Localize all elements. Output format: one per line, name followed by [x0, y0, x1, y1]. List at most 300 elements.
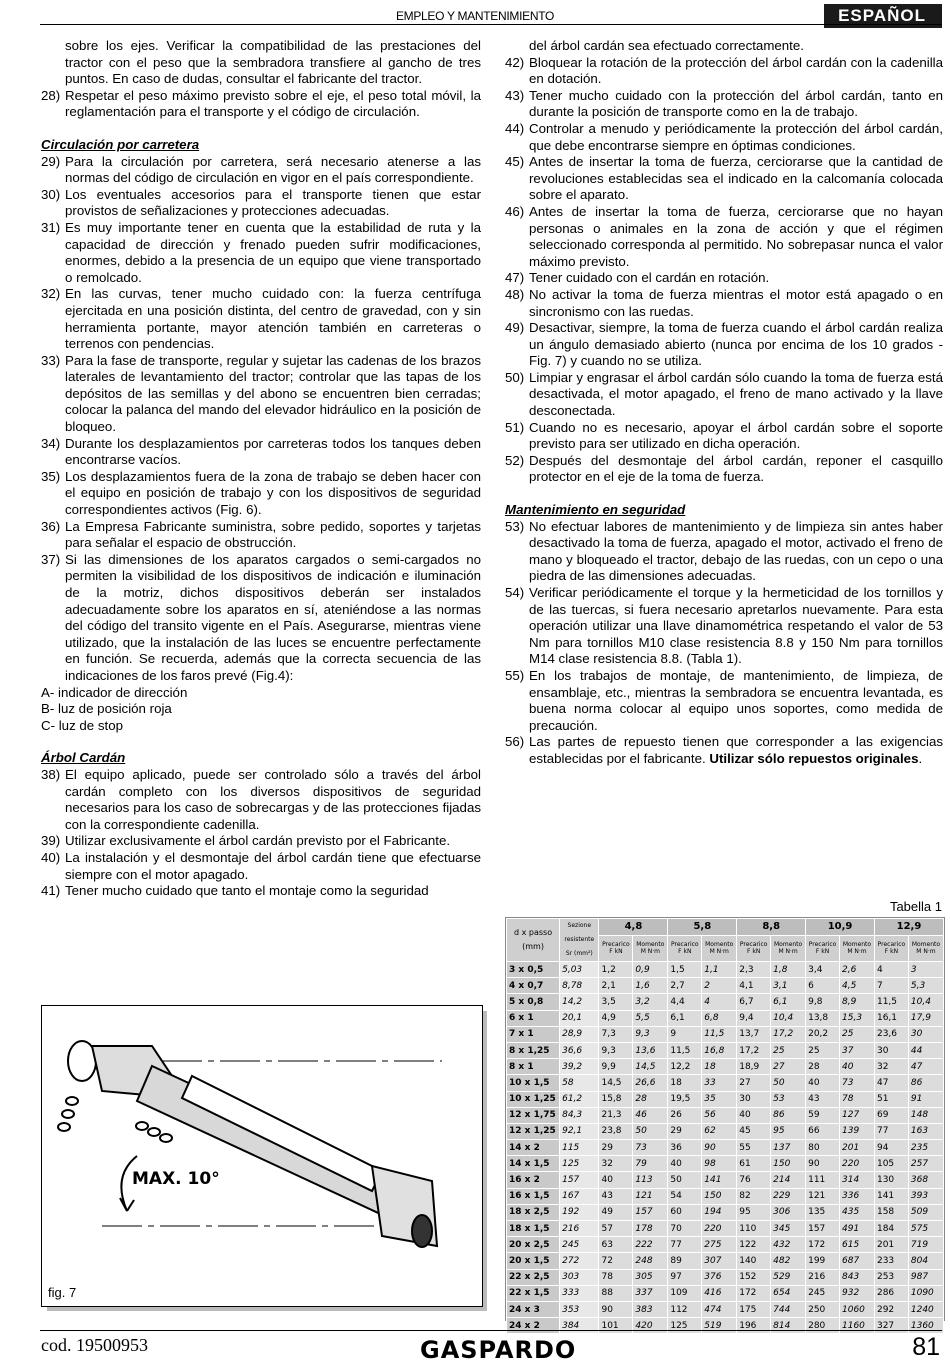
table-cell: 235	[908, 1140, 943, 1156]
item-number: 30)	[41, 186, 61, 202]
item-text: Para la circulación por carretera, será necesario atenerse a las normas del código de circulación en vigor en el país correspondiente.	[65, 153, 481, 186]
class-header: 5,8	[668, 919, 737, 936]
list-item	[41, 436, 481, 469]
table-cell: 51	[874, 1091, 908, 1107]
table-cell: 1,1	[702, 962, 737, 978]
item-number: 31)	[41, 219, 61, 235]
item-number: 41)	[41, 883, 61, 899]
item-number: 45)	[505, 154, 525, 170]
table-cell: 9,3	[599, 1042, 633, 1058]
table-cell: 201	[874, 1237, 908, 1253]
list-item	[41, 552, 481, 685]
table-cell: 20,1	[560, 1010, 599, 1026]
table-cell: 32	[599, 1156, 633, 1172]
item-text: Cuando no es necesario, apoyar el árbol cardán sobre el soporte previsto para ser utilizado en dicha operación.	[529, 419, 943, 452]
table-cell: 110	[737, 1221, 771, 1237]
item-text: Durante los desplazamientos por carreteras todos los tanques deben encontrarse vacíos.	[65, 435, 481, 468]
table-cell: 16,8	[702, 1042, 737, 1058]
table-cell: 86	[908, 1075, 943, 1091]
table-cell: 7	[874, 978, 908, 994]
table-cell: 78	[599, 1269, 633, 1285]
table-cell: 17,2	[771, 1026, 806, 1042]
table-cell: 121	[633, 1188, 668, 1204]
section-heading-arbol: Árbol Cardán	[41, 750, 126, 766]
table-cell: 47	[908, 1059, 943, 1075]
table-cell: 3,1	[771, 978, 806, 994]
table-cell: 98	[702, 1156, 737, 1172]
table-cell: 337	[633, 1285, 668, 1301]
table-cell: 1,2	[599, 962, 633, 978]
class-header: 8,8	[737, 919, 806, 936]
table-cell: 50	[633, 1123, 668, 1139]
table-cell: 368	[908, 1172, 943, 1188]
table-cell: 17,2	[737, 1042, 771, 1058]
gaspardo-logo: GASPARDO	[420, 1336, 577, 1364]
list-item	[41, 353, 481, 436]
table-cell: 27	[737, 1075, 771, 1091]
preload-header: Precarico F kN	[806, 935, 840, 961]
table-cell: 16 x 2	[507, 1172, 560, 1188]
list-item	[505, 370, 943, 420]
table-cell: 7 x 1	[507, 1026, 560, 1042]
table-cell: 216	[560, 1221, 599, 1237]
table-cell: 2,1	[599, 978, 633, 994]
table-cell: 25	[806, 1042, 840, 1058]
table-row	[507, 1221, 944, 1237]
item-text: En las curvas, tener mucho cuidado con: la fuerza centrífuga ejercitada en una posición distinta, del centro de gravedad, con y sin herramienta portante, mayor atención también en carreteras o terrenos con pendencias.	[65, 286, 481, 352]
table-cell: 233	[874, 1253, 908, 1269]
list-item	[41, 154, 481, 187]
table-cell: 18	[668, 1075, 702, 1091]
table-cell: 529	[771, 1269, 806, 1285]
table-cell: 95	[771, 1123, 806, 1139]
table-cell: 9	[668, 1026, 702, 1042]
item-number: 50)	[505, 369, 525, 385]
table-cell: 13,6	[633, 1042, 668, 1058]
list-item	[505, 320, 943, 370]
item-number: 36)	[41, 518, 61, 534]
table-cell: 150	[771, 1156, 806, 1172]
list-item	[505, 154, 943, 204]
column-header-section: Sezione resistente Sr (mm²)	[560, 919, 599, 962]
item-number: 48)	[505, 286, 525, 302]
item-text: Antes de insertar la toma de fuerza, cerciorarse que la cantidad de revoluciones establecidas sea el indicado en la calcomanía colocada sobre el aparato.	[529, 154, 943, 203]
table-cell: 432	[771, 1237, 806, 1253]
table-cell: 26,6	[633, 1075, 668, 1091]
table-cell: 22 x 2,5	[507, 1269, 560, 1285]
table-cell: 29	[599, 1140, 633, 1156]
item-number: 44)	[505, 120, 525, 136]
list-item	[41, 88, 481, 121]
table-cell: 23,8	[599, 1123, 633, 1139]
column-header-thread: d x passo (mm)	[507, 919, 560, 962]
table-row	[507, 1156, 944, 1172]
item-text: Después del desmontaje del árbol cardán, reponer el casquillo protector en el eje de la toma de fuerza.	[529, 452, 943, 485]
table-cell: 141	[874, 1188, 908, 1204]
table-cell: 393	[908, 1188, 943, 1204]
table-cell: 13,7	[737, 1026, 771, 1042]
table-cell: 78	[840, 1091, 875, 1107]
table-cell: 40	[840, 1059, 875, 1075]
table-cell: 10 x 1,5	[507, 1075, 560, 1091]
item-text: Controlar a menudo y periódicamente la protección del árbol cardán, que debe encontrarse siempre en óptimas condiciones.	[529, 120, 943, 153]
table-cell: 519	[702, 1318, 737, 1334]
table-cell: 245	[806, 1285, 840, 1301]
item-number: 42)	[505, 54, 525, 70]
table-cell: 5,5	[633, 1010, 668, 1026]
table-cell: 615	[840, 1237, 875, 1253]
table-cell: 6,1	[668, 1010, 702, 1026]
table-cell: 12,2	[668, 1059, 702, 1075]
item-number: 40)	[41, 849, 61, 865]
table-cell: 22 x 1,5	[507, 1285, 560, 1301]
table-cell: 4 x 0,7	[507, 978, 560, 994]
table-cell: 16 x 1,5	[507, 1188, 560, 1204]
max-angle-label: MAX. 10°	[132, 1169, 220, 1189]
table-cell: 125	[560, 1156, 599, 1172]
table-cell: 14 x 1,5	[507, 1156, 560, 1172]
torque-header: Momento M N·m	[633, 935, 668, 961]
table-cell: 3 x 0,5	[507, 962, 560, 978]
left-items-b	[41, 154, 481, 685]
table-row	[507, 1269, 944, 1285]
item-number: 38)	[41, 766, 61, 782]
left-items-a	[41, 88, 481, 121]
item-text: Antes de insertar la toma de fuerza, cerciorarse que no hayan personas o animales en la zona de acción y que el régimen seleccionado corresponda al permitido. No sobrepasar nunca el valor máximo previsto.	[529, 203, 943, 269]
table-cell: 109	[668, 1285, 702, 1301]
table-cell: 92,1	[560, 1123, 599, 1139]
table-cell: 28	[806, 1059, 840, 1075]
table-cell: 222	[633, 1237, 668, 1253]
list-item	[505, 585, 943, 668]
table-cell: 79	[633, 1156, 668, 1172]
table-cell: 6	[806, 978, 840, 994]
table-cell: 84,3	[560, 1107, 599, 1123]
list-item	[505, 270, 943, 287]
list-item	[41, 850, 481, 883]
table-cell: 72	[599, 1253, 633, 1269]
table-cell: 5 x 0,8	[507, 994, 560, 1010]
table-cell: 14,5	[599, 1075, 633, 1091]
table-cell: 9,9	[599, 1059, 633, 1075]
table-row	[507, 994, 944, 1010]
table-cell: 95	[737, 1204, 771, 1220]
item-number: 52)	[505, 452, 525, 468]
table-cell: 157	[560, 1172, 599, 1188]
table-cell: 2,7	[668, 978, 702, 994]
table-cell: 8,78	[560, 978, 599, 994]
table-cell: 24 x 2	[507, 1318, 560, 1334]
table-row	[507, 1204, 944, 1220]
table-cell: 130	[874, 1172, 908, 1188]
item-number: 47)	[505, 270, 525, 286]
table-cell: 49	[599, 1204, 633, 1220]
table-cell: 148	[908, 1107, 943, 1123]
list-item	[41, 883, 481, 900]
table-cell: 220	[702, 1221, 737, 1237]
item-text: Tener mucho cuidado que tanto el montaje como la seguridad	[65, 883, 429, 899]
list-item	[505, 88, 943, 121]
table-cell: 1,5	[668, 962, 702, 978]
table-cell: 245	[560, 1237, 599, 1253]
table-cell: 336	[840, 1188, 875, 1204]
table-cell: 286	[874, 1285, 908, 1301]
table-cell: 201	[840, 1140, 875, 1156]
list-item	[505, 121, 943, 154]
list-item	[505, 204, 943, 270]
preload-header: Precarico F kN	[737, 935, 771, 961]
table-cell: 4,9	[599, 1010, 633, 1026]
table-header-classes	[507, 919, 944, 936]
table-cell: 8 x 1,25	[507, 1042, 560, 1058]
item-number: 33)	[41, 352, 61, 368]
table-cell: 30	[908, 1026, 943, 1042]
table-row	[507, 1188, 944, 1204]
right-column	[505, 38, 943, 768]
list-item	[41, 286, 481, 352]
list-item	[505, 287, 943, 320]
table-cell: 248	[633, 1253, 668, 1269]
table-cell: 40	[806, 1075, 840, 1091]
footer-rule	[40, 1330, 942, 1331]
table-cell: 199	[806, 1253, 840, 1269]
table-cell: 6,8	[702, 1010, 737, 1026]
class-header: 10,9	[806, 919, 875, 936]
table-cell: 158	[874, 1204, 908, 1220]
figure-label: fig. 7	[48, 1285, 77, 1300]
table-cell: 60	[668, 1204, 702, 1220]
table-cell: 140	[737, 1253, 771, 1269]
table-cell: 28	[633, 1091, 668, 1107]
list-item	[505, 453, 943, 486]
table-cell: 14,5	[633, 1059, 668, 1075]
table-cell: 4	[702, 994, 737, 1010]
table-cell: 105	[874, 1156, 908, 1172]
table-cell: 4,1	[737, 978, 771, 994]
document-code: cod. 19500953	[41, 1335, 148, 1355]
table-cell: 127	[840, 1107, 875, 1123]
table-cell: 307	[702, 1253, 737, 1269]
table-cell: 220	[840, 1156, 875, 1172]
table-cell: 172	[737, 1285, 771, 1301]
table-row	[507, 1172, 944, 1188]
table-cell: 305	[633, 1269, 668, 1285]
table-cell: 1,8	[771, 962, 806, 978]
table-cell: 8,9	[840, 994, 875, 1010]
table-cell: 82	[737, 1188, 771, 1204]
table-cell: 184	[874, 1221, 908, 1237]
table-cell: 10,4	[771, 1010, 806, 1026]
right-continuation: del árbol cardán sea efectuado correctamente.	[529, 38, 804, 53]
table-cell: 3	[908, 962, 943, 978]
table-cell: 5,03	[560, 962, 599, 978]
section-heading-mantenimiento: Mantenimiento en seguridad	[505, 502, 686, 518]
table-cell: 416	[702, 1285, 737, 1301]
table-cell: 24 x 3	[507, 1301, 560, 1317]
table-row	[507, 1123, 944, 1139]
item-number: 34)	[41, 435, 61, 451]
table-cell: 383	[633, 1301, 668, 1317]
table-cell: 157	[633, 1204, 668, 1220]
table-cell: 56	[702, 1107, 737, 1123]
table-cell: 13,8	[806, 1010, 840, 1026]
table-cell: 90	[702, 1140, 737, 1156]
table-cell: 345	[771, 1221, 806, 1237]
table-cell: 44	[908, 1042, 943, 1058]
table-row	[507, 962, 944, 978]
table-row	[507, 1107, 944, 1123]
table-cell: 77	[668, 1237, 702, 1253]
table-row	[507, 1091, 944, 1107]
table-cell: 50	[668, 1172, 702, 1188]
table-cell: 1,6	[633, 978, 668, 994]
table-cell: 20 x 1,5	[507, 1253, 560, 1269]
list-item	[41, 469, 481, 519]
table-cell: 7,3	[599, 1026, 633, 1042]
table-cell: 80	[806, 1140, 840, 1156]
table-cell: 55	[737, 1140, 771, 1156]
table-cell: 214	[771, 1172, 806, 1188]
left-items-c	[41, 767, 481, 900]
table-cell: 12 x 1,75	[507, 1107, 560, 1123]
table-cell: 135	[806, 1204, 840, 1220]
header-title: EMPLEO Y MANTENIMIENTO	[395, 9, 555, 23]
table-row	[507, 1059, 944, 1075]
header-rule	[40, 24, 942, 25]
table-cell: 15,3	[840, 1010, 875, 1026]
table-cell: 14,2	[560, 994, 599, 1010]
table-cell: 43	[599, 1188, 633, 1204]
table-cell: 94	[874, 1140, 908, 1156]
table-cell: 17,9	[908, 1010, 943, 1026]
table-cell: 77	[874, 1123, 908, 1139]
table-cell: 45	[737, 1123, 771, 1139]
table-cell: 353	[560, 1301, 599, 1317]
table-row	[507, 1010, 944, 1026]
table-cell: 8 x 1	[507, 1059, 560, 1075]
table-cell: 5,3	[908, 978, 943, 994]
figure-7	[41, 1005, 483, 1307]
table-cell: 4,5	[840, 978, 875, 994]
table-cell: 59	[806, 1107, 840, 1123]
table-cell: 178	[633, 1221, 668, 1237]
table-row	[507, 1042, 944, 1058]
list-item	[41, 187, 481, 220]
table-cell: 36,6	[560, 1042, 599, 1058]
list-item	[505, 668, 943, 734]
table-cell: 26	[668, 1107, 702, 1123]
table-cell: 194	[702, 1204, 737, 1220]
table-row	[507, 1318, 944, 1334]
table-row	[507, 1285, 944, 1301]
table-cell: 376	[702, 1269, 737, 1285]
torque-header: Momento M N·m	[840, 935, 875, 961]
item-number: 32)	[41, 286, 61, 302]
table-cell: 420	[633, 1318, 668, 1334]
table-caption: Tabella 1	[889, 899, 942, 914]
right-items-a	[505, 55, 943, 486]
table-cell: 2,6	[840, 962, 875, 978]
table-cell: 843	[840, 1269, 875, 1285]
table-cell: 125	[668, 1318, 702, 1334]
table-cell: 30	[874, 1042, 908, 1058]
table-cell: 575	[908, 1221, 943, 1237]
table-cell: 1060	[840, 1301, 875, 1317]
table-cell: 6 x 1	[507, 1010, 560, 1026]
table-cell: 192	[560, 1204, 599, 1220]
item-text: Limpiar y engrasar el árbol cardán sólo cuando la toma de fuerza está desactivada, el motor apagado, el freno de mano activado y la llave desconectada.	[529, 369, 943, 419]
table-cell: 306	[771, 1204, 806, 1220]
table-cell: 0,9	[633, 962, 668, 978]
table-cell: 18 x 2,5	[507, 1204, 560, 1220]
table-cell: 11,5	[702, 1026, 737, 1042]
table-row	[507, 1237, 944, 1253]
table-cell: 86	[771, 1107, 806, 1123]
table-cell: 61,2	[560, 1091, 599, 1107]
item-text: Tener mucho cuidado con la protección del árbol cardán, tanto en durante la posición de transporte como en la de trabajo.	[529, 87, 943, 120]
table-cell: 27	[771, 1059, 806, 1075]
table-cell: 47	[874, 1075, 908, 1091]
table-cell: 33	[702, 1075, 737, 1091]
table-cell: 62	[702, 1123, 737, 1139]
class-header: 12,9	[874, 919, 943, 936]
table-cell: 654	[771, 1285, 806, 1301]
table-cell: 11,5	[874, 994, 908, 1010]
left-intro: sobre los ejes. Verificar la compatibilidad de las prestaciones del tractor con el peso que la sembradora transfiere al gancho de tres puntos. En caso de dudas, consultar el fabricante del tractor.	[65, 38, 481, 87]
language-badge: ESPAÑOL	[824, 4, 942, 28]
item-number: 35)	[41, 468, 61, 484]
table-cell: 10,4	[908, 994, 943, 1010]
list-item: 56) Las partes de repuesto tienen que corresponder a las exigencias establecidas por el fabricante. Utilizar sólo repuestos originales.	[505, 734, 943, 766]
table-cell: 11,5	[668, 1042, 702, 1058]
table-cell: 6,1	[771, 994, 806, 1010]
table-cell: 2,3	[737, 962, 771, 978]
item-text: Es muy importante tener en cuenta que la estabilidad de ruta y la capacidad de dirección y frenado pueden sufrir modificaciones, enormes, debido a la presencia de un equipo que viene transportado o remolcado.	[65, 219, 481, 285]
list-item	[41, 519, 481, 552]
table-cell: 1090	[908, 1285, 943, 1301]
table-cell: 66	[806, 1123, 840, 1139]
item-text: Utilizar exclusivamente el árbol cardán previsto por el Fabricante.	[65, 833, 451, 849]
table-cell: 70	[668, 1221, 702, 1237]
table-cell: 25	[771, 1042, 806, 1058]
section-heading-circulacion: Circulación por carretera	[41, 136, 200, 152]
table-row	[507, 1026, 944, 1042]
table-cell: 9,3	[633, 1026, 668, 1042]
item-text: La Empresa Fabricante suministra, sobre pedido, soportes y tarjetas para señalar el espacio de obstrucción.	[65, 518, 481, 551]
item-text: Bloquear la rotación de la protección del árbol cardán con la cadenilla en dotación.	[529, 54, 943, 87]
item-text: El equipo aplicado, puede ser controlado sólo a través del árbol cardán completo con los diversos dispositivos de seguridad necesarios para los caso de sobrecargas y de las protecciones fijadas con la correspondiente cadenilla.	[65, 766, 481, 832]
table-cell: 139	[840, 1123, 875, 1139]
table-cell: 73	[633, 1140, 668, 1156]
table-cell: 29	[668, 1123, 702, 1139]
table-cell: 196	[737, 1318, 771, 1334]
table-cell: 814	[771, 1318, 806, 1334]
list-item	[505, 420, 943, 453]
table-cell: 292	[874, 1301, 908, 1317]
table-cell: 73	[840, 1075, 875, 1091]
table-cell: 3,2	[633, 994, 668, 1010]
preload-header: Precarico F kN	[668, 935, 702, 961]
torque-header: Momento M N·m	[908, 935, 943, 961]
table-cell: 435	[840, 1204, 875, 1220]
torque-table	[505, 917, 945, 1331]
table-cell: 88	[599, 1285, 633, 1301]
table-cell: 122	[737, 1237, 771, 1253]
table-cell: 167	[560, 1188, 599, 1204]
table-cell: 54	[668, 1188, 702, 1204]
table-cell: 35	[702, 1091, 737, 1107]
table-cell: 21,3	[599, 1107, 633, 1123]
